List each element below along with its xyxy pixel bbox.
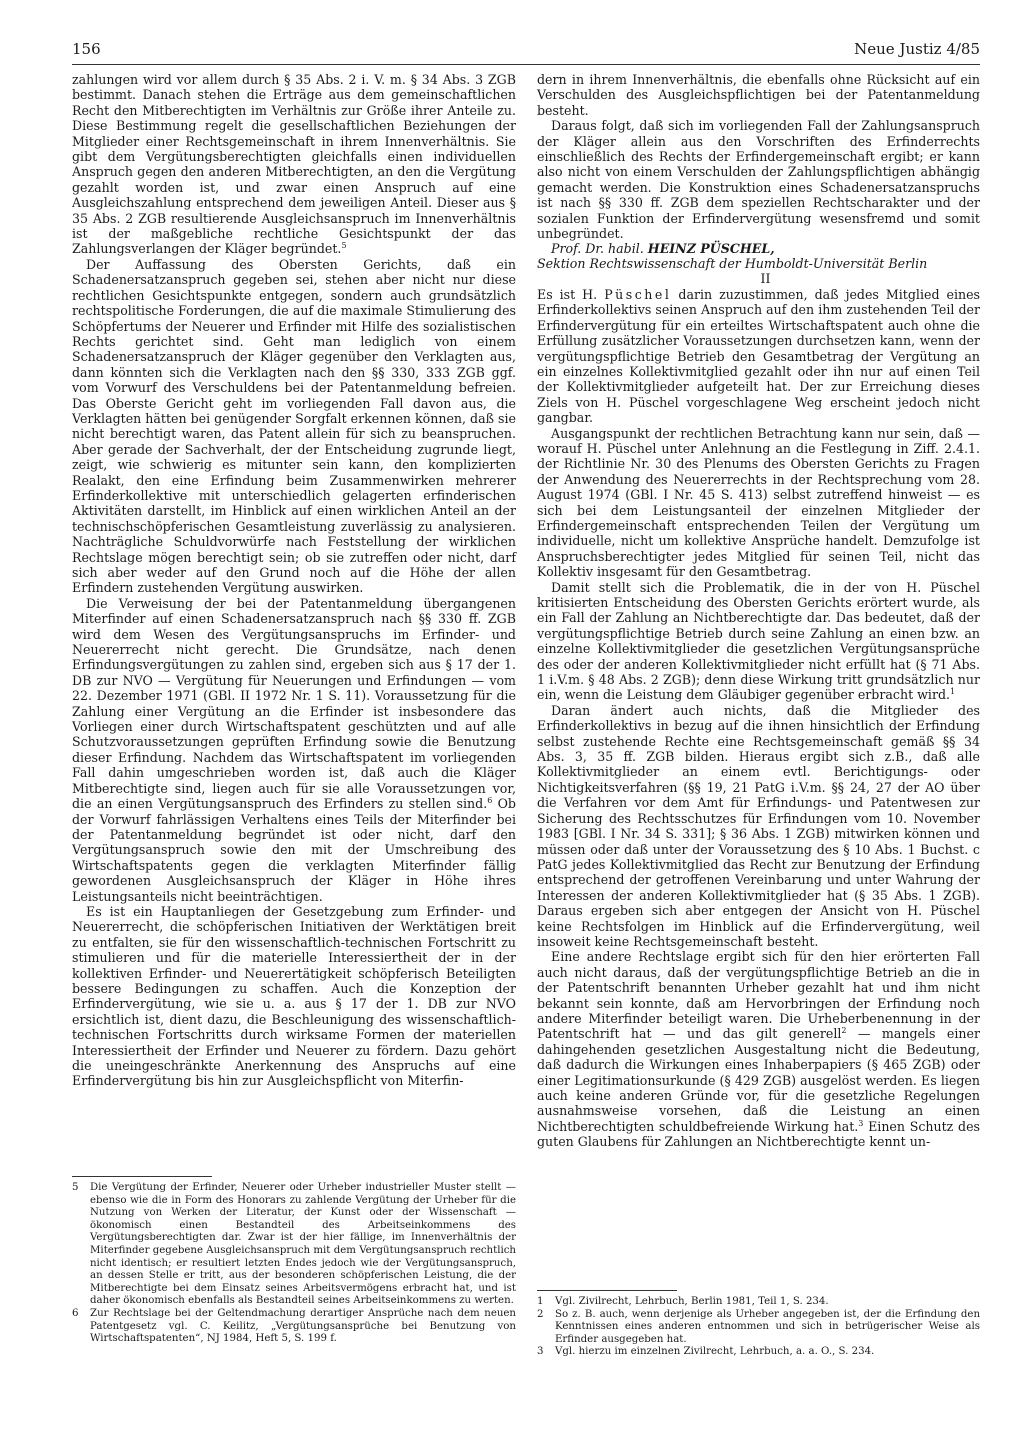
- footnote: 1 Vgl. Zivilrecht, Lehrbuch, Berlin 1981, Teil 1, S. 234.: [537, 1296, 829, 1307]
- paragraph: Daran ändert auch nichts, daß die Mitglieder des Erfinderkollektivs in bezug auf die ihnen hinsichtlich der Erfindung selbst zustehende Rechte eine Rechtsgemeinschaft gemäß §§ 34 Abs. 3, 35 ff. ZGB bilden. Hieraus ergibt sich z.B., daß alle Kollektivmitglieder an einem evtl. Berichtigungs- oder Nichtigkeitsverfahren (§§ 19, 21 PatG i.V.m. §§ 24, 27 der AO über die Verfahren vor dem Amt für Erfindungs- und Patentwesen zur Sicherung des Rechtsschutzes für Erfindungen vom 10. November 1983 [GBl. I Nr. 34 S. 331]; § 36 Abs. 1 ZGB) mitwirken können und müssen oder daß unter der Voraussetzung des § 10 Abs. 1 Buchst. c PatG jedes Kollektivmitglied das Recht zur Benutzung der Erfindung entsprechend der getroffenen Vereinbarung und unter Wahrung der Interessen der anderen Kollektivmitglieder hat (§ 35 Abs. 1 ZGB). Daraus ergeben sich aber entgegen der Ansicht von H. Püschel keine Rechtsfolgen im Hinblick auf die Erfindervergütung, weil insoweit keine Rechtsgemeinschaft besteht.: [537, 702, 980, 949]
- paragraph: Die Verweisung der bei der Patentanmeldung übergangenen Miterfinder auf einen Schadenersatzanspruch nach §§ 330 ff. ZGB wird dem Wesen des Vergütungsanspruchs im Erfinder- und Neuererrecht nicht gerecht. Die Grundsätze, nach denen Erfindungsvergütungen zu zahlen sind, ergeben sich aus § 17 der 1. DB zur NVO — Vergütung für Neuerungen und Erfindungen — vom 22. Dezember 1971 (GBl. II 1972 Nr. 1 S. 11). Voraussetzung für die Zahlung einer Vergütung an die Erfinder ist insbesondere das Vorliegen einer durch Wirtschaftspatent geschützten und auf alle Schutzvoraussetzungen geprüften Erfindung sowie die Benutzung dieser Erfindung. Nachdem das Wirtschaftspatent im vorliegenden Fall dahin umgeschrieben worden ist, daß auch die Kläger Mitberechtigte sind, liegen auch für sie alle Voraussetzungen vor, die an einen Vergütungsanspruch des Erfinders zu stellen sind.$^6$ Ob der Vorwurf fahrlässigen Verhaltens eines Teils der Miterfinder bei der Patentanmeldung begründet ist oder nicht, darf den Vergütungsanspruch sowie den mit der Umschreibung des Wirtschaftspatents gegen die verklagten Miterfinder fällig gewordenen Ausgleichsanspruch der Kläger in Höhe ihres Leistungsanteils nicht beeinträchtigen.: [72, 595, 516, 904]
- author-name: HEINZ PÜSCHEL,: [647, 241, 775, 257]
- paragraph: Eine andere Rechtslage ergibt sich für den hier erörterten Fall auch nicht daraus, daß der vergütungspflichtige Betrieb an die in der Patentschrift benannten Urheber gezahlt hat und ihm nicht bekannt sein konnte, daß am Hervorbringen der Erfindung noch andere Miterfinder beteiligt waren. Die Urheberbenennung in der Patentschrift hat — und das gilt generell$^2$ — mangels einer dahingehenden gesetzlichen Ausgestaltung nicht die Bedeutung, daß dadurch die Wirkungen eines Inhaberpapiers (§ 465 ZGB) oder einer Legitimationsurkunde (§ 429 ZGB) ausgelöst werden. Es liegen auch keine anderen Gründe vor, für die gesetzliche Regelungen ausnahmsweise vorsehen, daß die Leistung an einen Nichtberechtigten schuldbefreiende Wirkung hat.$^3$ Einen Schutz des guten Glaubens für Zahlungen an Nichtberechtigte kennt un-: [537, 949, 980, 1150]
- left-column: [72, 72, 516, 1089]
- author-signature: [537, 241, 980, 271]
- footnote-rule: [537, 1290, 677, 1291]
- footnote-ref: 5: [341, 241, 347, 251]
- footnote-ref: 3: [858, 1118, 864, 1128]
- paragraph: Daraus folgt, daß sich im vorliegenden Fall der Zahlungsanspruch der Kläger allein aus den Vorschriften des Erfinderrechts einschließlich des Rechts der Erfindergemeinschaft ergibt; er kann also nicht von einem Verschulden der Zahlungspflichtigen abhängig gemacht werden. Die Konstruktion eines Schadenersatzanspruchs ist nach §§ 330 ff. ZGB dem speziellen Rechtscharakter und der sozialen Funktion der Erfindervergütung wesensfremd und somit unbegründet.: [537, 118, 980, 242]
- author-title: Prof. Dr. habil.: [551, 241, 644, 257]
- paragraph: Ausgangspunkt der rechtlichen Betrachtung kann nur sein, daß — worauf H. Püschel unter Anlehnung an die Festlegung in Ziff. 2.4.1. der Richtlinie Nr. 30 des Plenums des Obersten Gerichts zu Fragen der Anwendung des Neuererrechts in der Rechtsprechung vom 28. August 1974 (GBl. I Nr. 45 S. 413) selbst zutreffend hinweist — es sich bei dem Leistungsanteil der einzelnen Mitglieder der Erfindergemeinschaft entsprechenden Teilen der Vergütung um individuelle, nicht um kollektive Ansprüche handelt. Demzufolge ist Anspruchsberechtigter jedes Mitglied für seinen Teil, nicht das Kollektiv insgesamt für den Gesamtbetrag.: [537, 425, 980, 580]
- footnote: 2 So z. B. auch, wenn derjenige als Urheber angegeben ist, der die Erfindung den Kenntnissen eines anderen entnommen und sich in betrügerischer Weise als Erfinder ausgegeben hat.: [537, 1308, 980, 1345]
- section-numeral: II: [760, 271, 771, 287]
- footnotes-right: [537, 1296, 980, 1359]
- footnote-ref: 1: [950, 687, 956, 697]
- footnote-ref: 6: [487, 795, 493, 805]
- footnote: 6 Zur Rechtslage bei der Geltendmachung derartiger Ansprüche nach dem neuen Patentgesetz vgl. C. Keilitz, „Vergütungsansprüche bei Benutzung von Wirtschaftspatenten“, NJ 1984, Heft 5, S. 199 f.: [72, 1307, 516, 1345]
- footnote: 5 Die Vergütung der Erfinder, Neuerer oder Urheber industrieller Muster stellt — ebenso wie die in Form des Honorars zu zahlende Vergütung der Urheber für die Nutzung von Werken der Literatur, der Kunst oder der Wissenschaft — ökonomisch einen Bestandteil des Arbeitseinkommens des Vergütungsberechtigten dar. Zwar ist der hier fällige, im Innenverhältnis der Miterfinder gegebene Ausgleichsanspruch mit dem Vergütungsanspruch rechtlich nicht identisch; er resultiert letzten Endes jedoch wie der Vergütungsanspruch, an dessen Stelle er tritt, aus der besonderen schöpferischen Leistung, die der Mitberechtigte bei dem Einsatz seines Arbeitsvermögens erbracht hat, und ist daher ökonomisch ebenfalls als Bestandteil seines Arbeitseinkommens zu werten.: [72, 1182, 516, 1307]
- footnote-ref: 2: [841, 1026, 847, 1036]
- author-affiliation: Sektion Rechtswissenschaft der Humboldt-Universität Berlin: [537, 256, 928, 272]
- footnotes-left: [72, 1182, 516, 1346]
- right-column: [537, 72, 980, 1150]
- paragraph: dern in ihrem Innenverhältnis, die ebenfalls ohne Rücksicht auf ein Verschulden des Ausgleichspflichtigen bei der Patentanmeldung besteht.: [537, 72, 980, 118]
- paragraph: zahlungen wird vor allem durch § 35 Abs. 2 i. V. m. § 34 Abs. 3 ZGB bestimmt. Danach stehen die Erträge aus dem gemeinschaftlichen Recht den Mitberechtigten im Verhältnis zur Größe ihrer Anteile zu. Diese Bestimmung regelt die gesellschaftlichen Beziehungen der Mitglieder einer Rechtsgemeinschaft in ihrem Innenverhältnis. Sie gibt dem Vergütungsberechtigten gleichfalls einen individuellen Anspruch gegen den anderen Mitberechtigten, an den die Vergütung gezahlt worden ist, und zwar einen Anspruch auf eine Ausgleichszahlung entsprechend dem jeweiligen Anteil. Dieser aus § 35 Abs. 2 ZGB resultierende Ausgleichsanspruch im Innenverhältnis ist der maßgebliche rechtliche Gesichtspunkt der das Zahlungsverlangen der Kläger begründet.$^5$: [72, 72, 516, 257]
- footnote: 3 Vgl. hierzu im einzelnen Zivilrecht, Lehrbuch, a. a. O., S. 234.: [537, 1346, 875, 1358]
- paragraph: Damit stellt sich die Problematik, die in der von H. Püschel kritisierten Entscheidung des Obersten Gerichts erörtert wurde, als ein Fall der Zahlung an Nichtberechtigte dar. Das bedeutet, daß der vergütungspflichtige Betrieb durch seine Zahlung an einen bzw. an einzelne Kollektivmitglieder die gesetzlichen Vergütungsansprüche des oder der anderen Kollektivmitglieder nicht erfüllt hat (§ 71 Abs. 1 i.V.m. § 48 Abs. 2 ZGB); denn diese Wirkung tritt grundsätzlich nur ein, wenn die Leistung dem Gläubiger gegenüber erbracht wird.$^1$: [537, 579, 980, 703]
- page-number: 156: [72, 40, 101, 58]
- header-rule: [72, 64, 980, 65]
- footnote-rule: [72, 1176, 212, 1177]
- running-title: Neue Justiz 4/85: [854, 40, 980, 58]
- paragraph: Es ist H. Püschel darin zuzustimmen, daß jedes Mitglied eines Erfinderkollektivs seinen Anspruch auf den ihm zustehenden Teil der Erfindervergütung für ein erteiltes Wirtschaftspatent auch ohne die Erfüllung zusätzlicher Voraussetzungen durchsetzen kann, wenn der vergütungspflichtige Betrieb den Gesamtbetrag der Vergütung an ein einzelnes Kollektivmitglied gezahlt oder ihn nur auf einen Teil der Kollektivmitglieder aufgeteilt hat. Der zur Erreichung dieses Ziels von H. Püschel vorgeschlagene Weg erscheint jedoch nicht gangbar.: [537, 286, 981, 426]
- author-reference: Püschel: [604, 286, 672, 302]
- page-header: [72, 40, 980, 64]
- paragraph: Der Auffassung des Obersten Gerichts, daß ein Schadenersatzanspruch gegeben sei, stehen aber nicht nur diese rechtlichen Gesichtspunkte entgegen, sondern auch grundsätzlich rechtspolitische Forderungen, die auf die maximale Stimulierung des Schöpfertums der Neuerer und Erfinder mit Hilfe des sozialistischen Rechts gerichtet sind. Geht man lediglich von einem Schadenersatzanspruch der Kläger gegenüber den Verklagten aus, dann könnten sich die Verklagten nach den §§ 330, 333 ZGB ggf. vom Vorwurf des Verschuldens bei der Patentanmeldung befreien. Das Oberste Gericht geht im vorliegenden Fall davon aus, die Verklagten hätten bei genügender Sorgfalt erkennen können, daß sie nicht berechtigt waren, das Patent allein für sich zu beanspruchen. Aber gerade der Sachverhalt, der der Entscheidung zugrunde liegt, zeigt, wie schwierig es mitunter sein kann, den komplizierten Realakt, den eine Erfindung beim Zusammenwirken mehrerer Erfinderkollektive mit unterschiedlich gelagerten erfinderischen Aktivitäten darstellt, im Hinblick auf einen wirklichen Anteil an der technischschöpferischen Gesamtleistung zuverlässig zu analysieren. Nachträgliche Schuldvorwürfe nach Feststellung der wirklichen Rechtslage mögen berechtigt sein; ob sie zutreffen oder nicht, darf sich aber weder auf den Grund noch auf die Höhe der allen Erfindern zustehenden Vergütung auswirken.: [72, 256, 516, 596]
- paragraph: Es ist ein Hauptanliegen der Gesetzgebung zum Erfinder- und Neuererrecht, die schöpferischen Initiativen der Werktätigen breit zu entfalten, sie für den wissenschaftlich-technischen Fortschritt zu stimulieren und für die materielle Interessiertheit der in der kollektiven Erfinder- und Neuerertätigkeit schöpferisch Beteiligten bessere Bedingungen zu schaffen. Auch die Konzeption der Erfindervergütung, wie sie u. a. aus § 17 der 1. DB zur NVO ersichtlich ist, dient dazu, die Beschleunigung des wissenschaftlich-technischen Fortschritts durch wirksame Formen der materiellen Interessiertheit der Erfinder und Neuerer zu fördern. Dazu gehört die uneingeschränkte Anerkennung des Anspruchs auf eine Erfindervergütung bis hin zur Ausgleichspflicht von Miterfin-: [72, 903, 516, 1089]
